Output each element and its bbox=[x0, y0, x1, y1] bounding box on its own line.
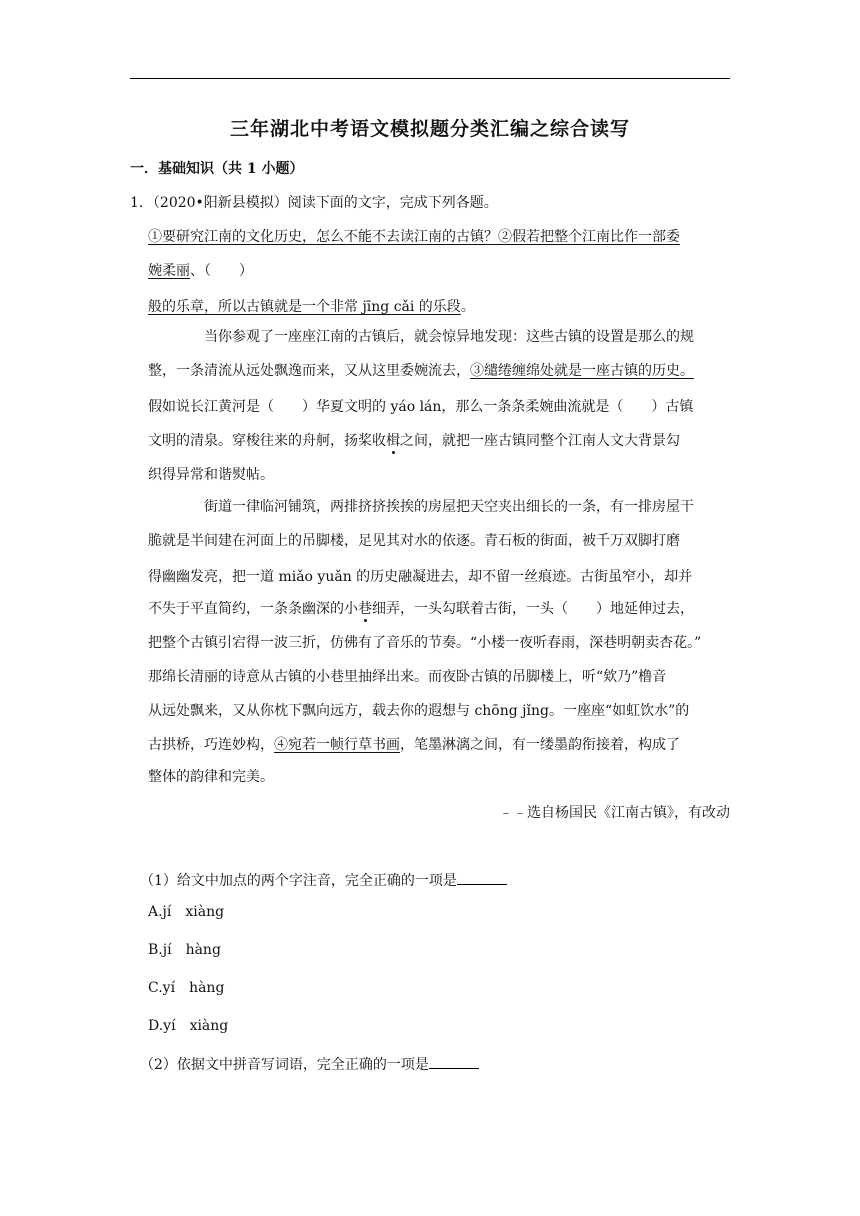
passage-line: 街道一律临河铺筑，两排挤挤挨挨的房屋把天空夹出细长的一条，有一排房屋干 bbox=[204, 499, 694, 515]
dotted-character: 巷 bbox=[358, 601, 372, 617]
passage-line bbox=[148, 430, 680, 450]
sub-question-1 bbox=[140, 870, 507, 890]
option-letter: D.yí bbox=[148, 1018, 176, 1034]
underlined-text: 般的乐章，所以古镇就是一个非常 jīng cǎi 的乐段 bbox=[148, 299, 461, 315]
page-title: 三年湖北中考语文模拟题分类汇编之综合读写 bbox=[229, 118, 630, 140]
passage-text: 整，一条清流从远处飘逸而来，又从这里委婉流去， bbox=[148, 363, 470, 379]
passage-line: 织得异常和谐熨帖。 bbox=[148, 467, 274, 483]
option-pinyin: hàng bbox=[189, 980, 225, 996]
option-letter: B.jí bbox=[148, 942, 172, 958]
option-letter: C.yí bbox=[148, 980, 176, 996]
passage-line: 得幽幽发亮，把一道 miǎo yuǎn 的历史融凝进去，却不留一丝痕迹。古街虽窄小，却并 bbox=[148, 569, 693, 585]
passage-line bbox=[148, 734, 680, 754]
section-heading: 一．基础知识（共 1 小题） bbox=[130, 161, 304, 177]
underlined-text: ①要研究江南的文化历史，怎么不能不去读江南的古镇？②假若把整个江南比作一部委 bbox=[148, 229, 680, 245]
underlined-text: 婉柔丽 bbox=[148, 263, 190, 279]
passage-text: 古拱桥，巧连妙构， bbox=[148, 737, 274, 753]
option-pinyin: xiàng bbox=[185, 904, 225, 920]
passage-line: 从远处飘来，又从你枕下飘向远方，载去你的遐想与 chōng jǐng。一座座“如虹饮水”的 bbox=[148, 703, 690, 719]
passage-line: 当你参观了一座座江南的古镇后，就会惊异地发现：这些古镇的设置是那么的规 bbox=[204, 329, 694, 345]
source-citation: ﹣﹣选自杨国民《江南古镇》，有改动 bbox=[499, 805, 730, 821]
passage-line: 那绵长清丽的诗意从古镇的小巷里抽绎出来。而夜卧古镇的吊脚楼上，听“欸乃”橹音 bbox=[148, 669, 667, 685]
question-intro: 1．（2020•阳新县模拟）阅读下面的文字，完成下列各题。 bbox=[130, 195, 498, 211]
passage-line bbox=[148, 296, 475, 316]
passage-line: 假如说长江黄河是（ ）华夏文明的 yáo lán，那么一条条柔婉曲流就是（ ）古镇 bbox=[148, 399, 694, 415]
option-c[interactable] bbox=[148, 980, 224, 996]
passage-line bbox=[148, 226, 680, 246]
passage-line bbox=[148, 360, 694, 380]
passage-text: 不失于平直简约，一条条幽深的小 bbox=[148, 601, 358, 617]
header-rule bbox=[130, 78, 730, 79]
option-pinyin: xiàng bbox=[189, 1018, 229, 1034]
passage-line: 脆就是半间建在河面上的吊脚楼，足见其对水的依逐。青石板的街面，被千万双脚打磨 bbox=[148, 533, 680, 549]
underlined-text: ③缱绻缠绵处就是一座古镇的历史。 bbox=[470, 363, 694, 379]
passage-line: 把整个古镇引宕得一波三折，仿佛有了音乐的节奏。“小楼一夜听春雨，深巷明朝卖杏花。” bbox=[148, 635, 702, 651]
passage-text: ，笔墨淋漓之间，有一缕墨韵衔接着，构成了 bbox=[400, 737, 680, 753]
answer-blank[interactable] bbox=[457, 872, 507, 885]
option-a[interactable] bbox=[148, 904, 224, 920]
dotted-character: 楫 bbox=[386, 433, 400, 449]
sub-question-stem: （1）给文中加点的两个字注音，完全正确的一项是 bbox=[140, 873, 457, 889]
sub-question-stem: （2）依据文中拼音写词语，完全正确的一项是 bbox=[140, 1057, 429, 1073]
passage-text: 之间，就把一座古镇同整个江南人文大背景勾 bbox=[400, 433, 680, 449]
option-letter: A.jí bbox=[148, 904, 172, 920]
passage-text: 文明的清泉。穿梭往来的舟舸，扬桨收 bbox=[148, 433, 386, 449]
passage-line: 整体的韵律和完美。 bbox=[148, 769, 274, 785]
passage-text: 、（ ） bbox=[190, 263, 253, 279]
option-b[interactable] bbox=[148, 942, 221, 958]
passage-text: 。 bbox=[460, 299, 475, 315]
passage-text: 细弄，一头勾联着古街，一头（ ）地延伸过去， bbox=[372, 601, 694, 617]
option-d[interactable] bbox=[148, 1018, 228, 1034]
passage-line bbox=[148, 260, 253, 280]
passage-line bbox=[148, 598, 694, 618]
option-pinyin: hàng bbox=[185, 942, 221, 958]
answer-blank[interactable] bbox=[429, 1056, 479, 1069]
sub-question-2 bbox=[140, 1054, 479, 1074]
underlined-text: ④宛若一帧行草书画 bbox=[274, 737, 400, 753]
